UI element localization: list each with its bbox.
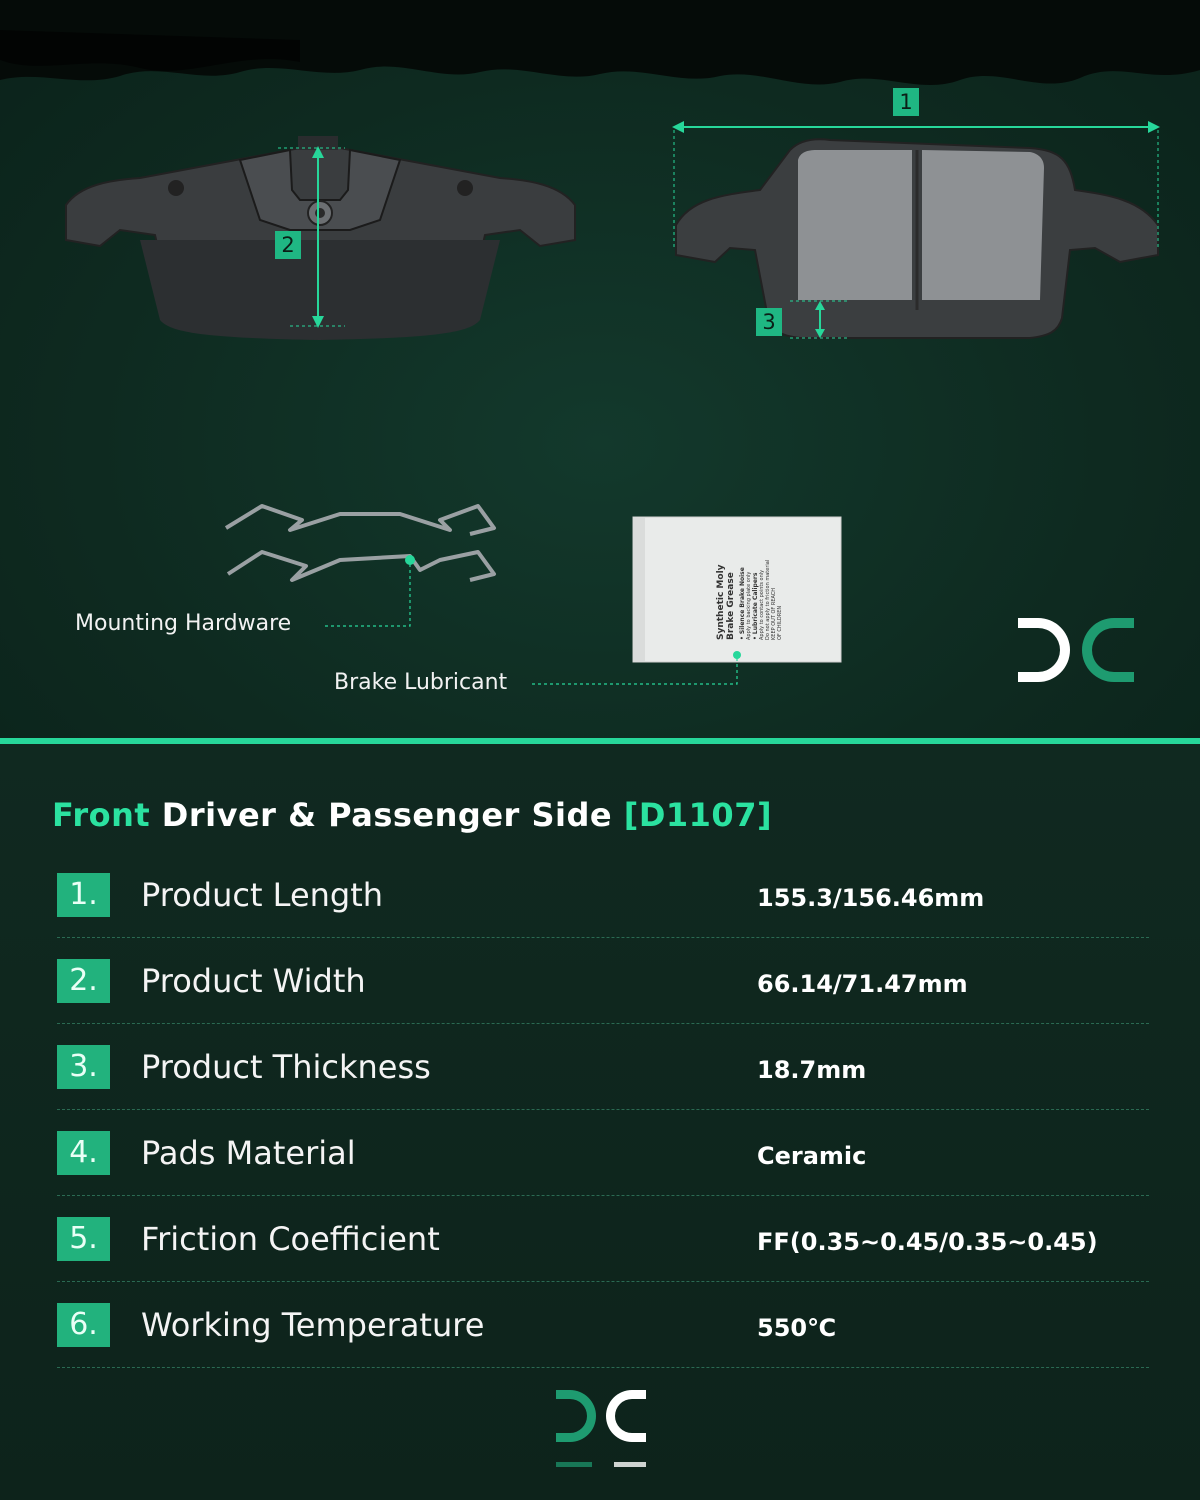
spec-index: 5. xyxy=(57,1217,110,1261)
spec-value: 66.14/71.47mm xyxy=(757,970,968,998)
spec-index: 3. xyxy=(57,1045,110,1089)
product-image-area xyxy=(0,0,1200,738)
lubricant-marker-dot xyxy=(733,651,741,659)
spec-label: Product Length xyxy=(141,876,384,914)
hardware-marker-dot xyxy=(405,555,415,565)
packet-warning3: OF CHILDREN xyxy=(777,605,783,640)
spec-label: Working Temperature xyxy=(141,1306,485,1344)
mounting-hardware-label: Mounting Hardware xyxy=(75,611,292,636)
packet-title-line1: Synthetic Moly xyxy=(716,564,726,640)
spec-index: 2. xyxy=(57,959,110,1003)
packet-bullet2-sub: Apply to contact points only xyxy=(759,569,765,640)
heading-sides: Driver & Passenger Side xyxy=(161,796,613,834)
spec-row-length xyxy=(57,852,1149,938)
heading-front: Front xyxy=(52,796,151,834)
specs-heading xyxy=(52,796,772,834)
spec-value: 550℃ xyxy=(757,1314,837,1342)
packet-bullet1: • Silence Brake Noise xyxy=(739,567,746,640)
brake-lubricant-label: Brake Lubricant xyxy=(334,670,508,695)
spec-value: Ceramic xyxy=(757,1142,867,1170)
spec-row-width xyxy=(57,938,1149,1024)
spec-row-friction xyxy=(57,1196,1149,1282)
dimension-tag-length: 1 xyxy=(893,88,919,116)
heading-code: [D1107] xyxy=(623,796,773,834)
spec-index: 1. xyxy=(57,873,110,917)
packet-text xyxy=(716,530,811,640)
spec-index: 6. xyxy=(57,1303,110,1347)
spec-row-thickness xyxy=(57,1024,1149,1110)
brake-pad-front-view xyxy=(672,121,1160,338)
hardware-leader-line xyxy=(322,564,410,626)
spec-row-material xyxy=(57,1110,1149,1196)
spec-value: 18.7mm xyxy=(757,1056,867,1084)
spec-value: 155.3/156.46mm xyxy=(757,884,985,912)
mounting-hardware-clips xyxy=(226,506,494,580)
spec-label: Friction Coefficient xyxy=(141,1220,440,1258)
spec-row-temperature xyxy=(57,1282,1149,1368)
spec-index: 4. xyxy=(57,1131,110,1175)
dimension-tag-thickness: 3 xyxy=(756,308,782,336)
packet-warning1: Do not apply to friction material xyxy=(765,559,771,640)
brand-logo-icon xyxy=(1016,612,1136,688)
packet-bullet2: • Lubricate Calipers xyxy=(752,572,759,640)
spec-label: Product Width xyxy=(141,962,366,1000)
packet-bullet1-sub: Apply to backing plate only xyxy=(746,571,752,640)
spec-label: Pads Material xyxy=(141,1134,356,1172)
specs-table xyxy=(57,852,1149,1368)
spec-value: FF(0.35~0.45/0.35~0.45) xyxy=(757,1228,1098,1256)
packet-title-line2: Brake Grease xyxy=(726,572,736,640)
brand-logo-bottom-icon xyxy=(554,1386,648,1476)
packet-warning2: KEEP OUT OF REACH xyxy=(771,587,777,640)
dimension-tag-width: 2 xyxy=(275,231,301,259)
spec-label: Product Thickness xyxy=(141,1048,431,1086)
brake-pad-back-view xyxy=(66,136,575,340)
